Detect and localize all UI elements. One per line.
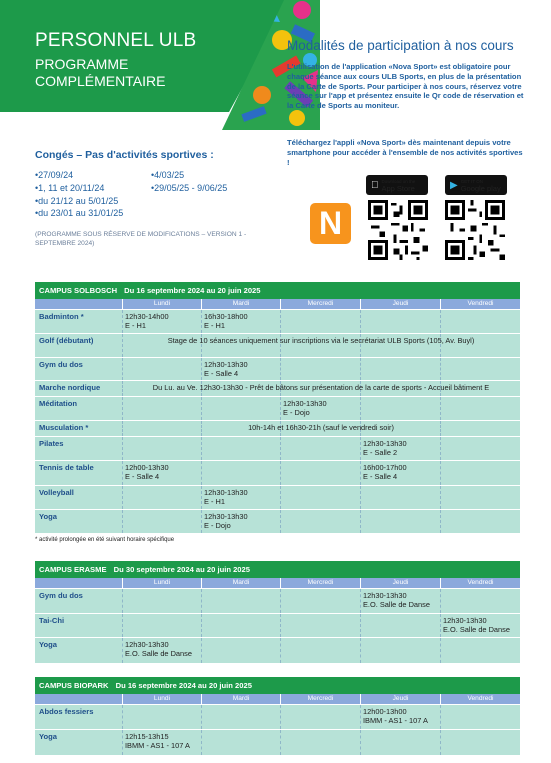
cell-divider: [360, 730, 361, 755]
slot-location: IBMM - AS1 - 107 A: [125, 741, 190, 751]
cell-divider: [280, 310, 281, 333]
activity-name: Méditation: [39, 399, 77, 408]
campus-period: Du 16 septembre 2024 au 20 juin 2025: [122, 286, 261, 295]
cell-divider: [360, 397, 361, 420]
cell-divider: [360, 358, 361, 380]
cell-divider: [360, 310, 361, 333]
activity-name: Tai-Chi: [39, 616, 65, 625]
schedule-slot[interactable]: [204, 512, 248, 530]
page-title: PERSONNEL ULB: [35, 30, 197, 51]
schedule-slot[interactable]: [125, 640, 192, 658]
schedule-slot[interactable]: [125, 732, 190, 750]
apple-icon: [371, 180, 379, 191]
campus-name: CAMPUS BIOPARK: [39, 681, 109, 690]
table-row: [35, 704, 520, 729]
table-row: [35, 613, 520, 637]
slot-location: E - H1: [204, 497, 225, 507]
row-span-text: 10h-14h et 16h30-21h (sauf le vendredi soir): [248, 423, 394, 432]
table-row: [35, 637, 520, 663]
row-span-text: Du Lu. au Ve. 12h30-13h30 - Prêt de bâtons sur présentation de la carte de sports - Accueil bâtiment E: [152, 383, 490, 392]
slot-time: 12h30-13h30: [204, 360, 248, 369]
cell-divider: [122, 705, 123, 729]
day-header-vendredi: Vendredi: [440, 694, 520, 704]
cell-divider: [201, 397, 202, 420]
schedule-slot[interactable]: [125, 463, 169, 481]
modalites-title: Modalités de participation à nos cours: [287, 38, 514, 53]
cell-divider: [201, 358, 202, 380]
schedule-slot[interactable]: [204, 488, 248, 506]
app-store-label: App Store: [374, 184, 408, 193]
schedule-slot[interactable]: [363, 591, 430, 609]
cell-divider: [440, 486, 441, 509]
day-header-mercredi: Mercredi: [280, 694, 360, 704]
download-text: Téléchargez l'appli «Nova Sport» dès maintenant depuis votre smartphone pour accéder à l'ensemble de nos activités sportives !: [287, 138, 523, 167]
schedule-slot[interactable]: [363, 707, 428, 725]
day-header-mardi: Mardi: [201, 299, 280, 309]
cell-divider: [201, 437, 202, 460]
activity-name: Marche nordique: [39, 383, 101, 392]
day-header-blank: [35, 694, 122, 704]
slot-time: 12h30-13h30: [363, 439, 407, 448]
slot-time: 12h30-13h30: [363, 591, 407, 600]
cell-divider: [201, 705, 202, 729]
cell-divider: [280, 614, 281, 637]
conges-item: •du 23/01 au 31/01/25: [35, 208, 124, 219]
table-row: [35, 357, 520, 380]
schedule-slot[interactable]: [204, 312, 248, 330]
slot-time: 16h30-18h00: [204, 312, 248, 321]
day-header-row: [35, 578, 520, 588]
day-header-vendredi: Vendredi: [440, 299, 520, 309]
activity-name: Gym du dos: [39, 360, 83, 369]
schedule-slot[interactable]: [443, 616, 510, 634]
slot-location: IBMM - AS1 - 107 A: [363, 716, 428, 726]
cell-divider: [280, 486, 281, 509]
google-play-label: Google play: [460, 184, 501, 193]
cell-divider: [440, 358, 441, 380]
slot-location: E - Salle 4: [125, 472, 160, 482]
cell-divider: [122, 589, 123, 613]
campus-period: Du 30 septembre 2024 au 20 juin 2025: [111, 565, 250, 574]
slot-location: E - Salle 2: [363, 448, 398, 458]
cell-divider: [440, 397, 441, 420]
cell-divider: [360, 614, 361, 637]
app-store-small-label: Download on the: [374, 179, 408, 184]
app-store-button[interactable]: [366, 175, 428, 195]
slot-time: 12h30-13h30: [443, 616, 487, 625]
cell-divider: [201, 589, 202, 613]
cell-divider: [440, 705, 441, 729]
table-row: [35, 509, 520, 533]
conges-list-right: [151, 169, 227, 195]
cell-divider: [280, 638, 281, 663]
slot-location: E - Salle 4: [363, 472, 398, 482]
nova-sport-logo: N: [310, 203, 351, 244]
cell-divider: [440, 730, 441, 755]
day-header-jeudi: Jeudi: [360, 694, 440, 704]
cell-divider: [122, 638, 123, 663]
day-header-blank: [35, 299, 122, 309]
day-header-lundi: Lundi: [122, 299, 201, 309]
cell-divider: [360, 486, 361, 509]
day-header-blank: [35, 578, 122, 588]
cell-divider: [280, 437, 281, 460]
day-header-row: [35, 694, 520, 704]
cell-divider: [360, 705, 361, 729]
cell-divider: [360, 437, 361, 460]
cell-divider: [201, 510, 202, 533]
conges-item: •1, 11 et 20/11/24: [35, 182, 105, 193]
campus-name: CAMPUS SOLBOSCH: [39, 286, 118, 295]
table-row: [35, 436, 520, 460]
activity-name: Volleyball: [39, 488, 74, 497]
google-play-icon: ▶: [450, 179, 458, 191]
table-row: [35, 485, 520, 509]
cell-divider: [122, 730, 123, 755]
conges-title: Congés – Pas d'activités sportives :: [35, 149, 214, 161]
schedule-slot[interactable]: [125, 312, 169, 330]
cell-divider: [360, 589, 361, 613]
table-row: [35, 729, 520, 755]
cell-divider: [280, 397, 281, 420]
modalites-text: L'utilisation de l'application «Nova Sport» est obligatoire pour chaque séance aux cours ULB Sports, en plus de la présentation de la Carte de Sports. Pour participer à nos cours, réservez votre séance sur l'app et présentez ensuite le Qr code de réservation et la Carte de Sports au moniteur.: [287, 62, 524, 111]
activity-name: Yoga: [39, 640, 58, 649]
day-header-mercredi: Mercredi: [280, 578, 360, 588]
disclaimer-note: (PROGRAMME SOUS RÉSERVE DE MODIFICATIONS – VERSION 1 - SEPTEMBRE 2024): [35, 231, 247, 247]
cell-divider: [122, 510, 123, 533]
cell-divider: [440, 461, 441, 485]
table-row: [35, 396, 520, 420]
day-header-mercredi: Mercredi: [280, 299, 360, 309]
slot-location: E - Dojo: [283, 408, 310, 418]
day-header-row: [35, 299, 520, 309]
slot-time: 12h00-13h00: [363, 707, 407, 716]
cell-divider: [122, 358, 123, 380]
cell-divider: [280, 705, 281, 729]
slot-location: E - H1: [125, 321, 146, 331]
cell-divider: [440, 510, 441, 533]
app-store-qr-code[interactable]: [368, 200, 428, 260]
cell-divider: [201, 614, 202, 637]
day-header-mardi: Mardi: [201, 694, 280, 704]
cell-divider: [440, 589, 441, 613]
activity-name: Pilates: [39, 439, 64, 448]
schedule-slot[interactable]: [363, 463, 407, 481]
cell-divider: [440, 638, 441, 663]
cell-divider: [122, 614, 123, 637]
cell-divider: [440, 437, 441, 460]
table-row: [35, 420, 520, 436]
table-row: [35, 588, 520, 613]
cell-divider: [280, 510, 281, 533]
day-header-jeudi: Jeudi: [360, 578, 440, 588]
conges-item: •4/03/25: [151, 170, 185, 180]
slot-location: E.O. Salle de Danse: [125, 649, 192, 659]
slot-location: E.O. Salle de Danse: [363, 600, 430, 610]
google-play-small-label: GET IT ON: [460, 179, 484, 184]
activity-name: Badminton *: [39, 312, 84, 321]
activity-name: Gym du dos: [39, 591, 83, 600]
google-play-qr-code[interactable]: [445, 200, 505, 260]
cell-divider: [201, 486, 202, 509]
table-row: [35, 380, 520, 396]
table-row: [35, 309, 520, 333]
day-header-lundi: Lundi: [122, 578, 201, 588]
slot-time: 12h30-13h30: [204, 512, 248, 521]
schedule-slot[interactable]: [204, 360, 248, 378]
cell-divider: [440, 310, 441, 333]
cell-divider: [122, 461, 123, 485]
cell-divider: [280, 589, 281, 613]
slot-time: 12h30-13h30: [204, 488, 248, 497]
activity-name: Yoga: [39, 512, 58, 521]
page-subtitle: PROGRAMME COMPLÉMENTAIRE: [35, 56, 166, 89]
cell-divider: [201, 730, 202, 755]
slot-location: E - Dojo: [204, 521, 231, 531]
cell-divider: [280, 358, 281, 380]
activity-name: Musculation *: [39, 423, 89, 432]
table-row: [35, 460, 520, 485]
slot-time: 16h00-17h00: [363, 463, 407, 472]
activity-name: Golf (débutant): [39, 336, 94, 345]
cell-divider: [122, 397, 123, 420]
cell-divider: [122, 486, 123, 509]
conges-item: •27/09/24: [35, 170, 74, 180]
slot-time: 12h30-13h30: [125, 640, 169, 649]
slot-time: 12h00-13h30: [125, 463, 169, 472]
conges-list-left: [35, 169, 123, 220]
cell-divider: [201, 310, 202, 333]
activity-name: Tennis de table: [39, 463, 94, 472]
day-header-vendredi: Vendredi: [440, 578, 520, 588]
activity-name: Abdos fessiers: [39, 707, 94, 716]
cell-divider: [440, 614, 441, 637]
biopark-campus-header: [35, 677, 520, 694]
footnote: * activité prolongée en été suivant horaire spécifique: [35, 537, 175, 543]
cell-divider: [360, 510, 361, 533]
erasme-campus-header: [35, 561, 520, 578]
day-header-jeudi: Jeudi: [360, 299, 440, 309]
activity-name: Yoga: [39, 732, 58, 741]
table-row: [35, 333, 520, 357]
slot-time: 12h15-13h15: [125, 732, 169, 741]
conges-item: •du 21/12 au 5/01/25: [35, 195, 119, 206]
campus-name: CAMPUS ERASME: [39, 565, 107, 574]
cell-divider: [360, 638, 361, 663]
cell-divider: [280, 461, 281, 485]
schedule-slot[interactable]: [363, 439, 407, 457]
slot-location: E.O. Salle de Danse: [443, 625, 510, 635]
cell-divider: [122, 437, 123, 460]
row-span-text: Stage de 10 séances uniquement sur inscriptions via le secrétariat ULB Sports (105, Av. Buyl): [167, 336, 475, 345]
slot-location: E - Salle 4: [204, 369, 239, 379]
conges-item: •29/05/25 - 9/06/25: [151, 182, 228, 193]
cell-divider: [201, 638, 202, 663]
slot-time: 12h30-14h00: [125, 312, 169, 321]
slot-location: E - H1: [204, 321, 225, 331]
day-header-lundi: Lundi: [122, 694, 201, 704]
slot-time: 12h30-13h30: [283, 399, 327, 408]
cell-divider: [360, 461, 361, 485]
schedule-slot[interactable]: [283, 399, 327, 417]
cell-divider: [280, 730, 281, 755]
cell-divider: [122, 310, 123, 333]
campus-period: Du 16 septembre 2024 au 20 juin 2025: [113, 681, 252, 690]
day-header-mardi: Mardi: [201, 578, 280, 588]
google-play-button[interactable]: [445, 175, 507, 195]
solbosch-campus-header: [35, 282, 520, 299]
cell-divider: [201, 461, 202, 485]
